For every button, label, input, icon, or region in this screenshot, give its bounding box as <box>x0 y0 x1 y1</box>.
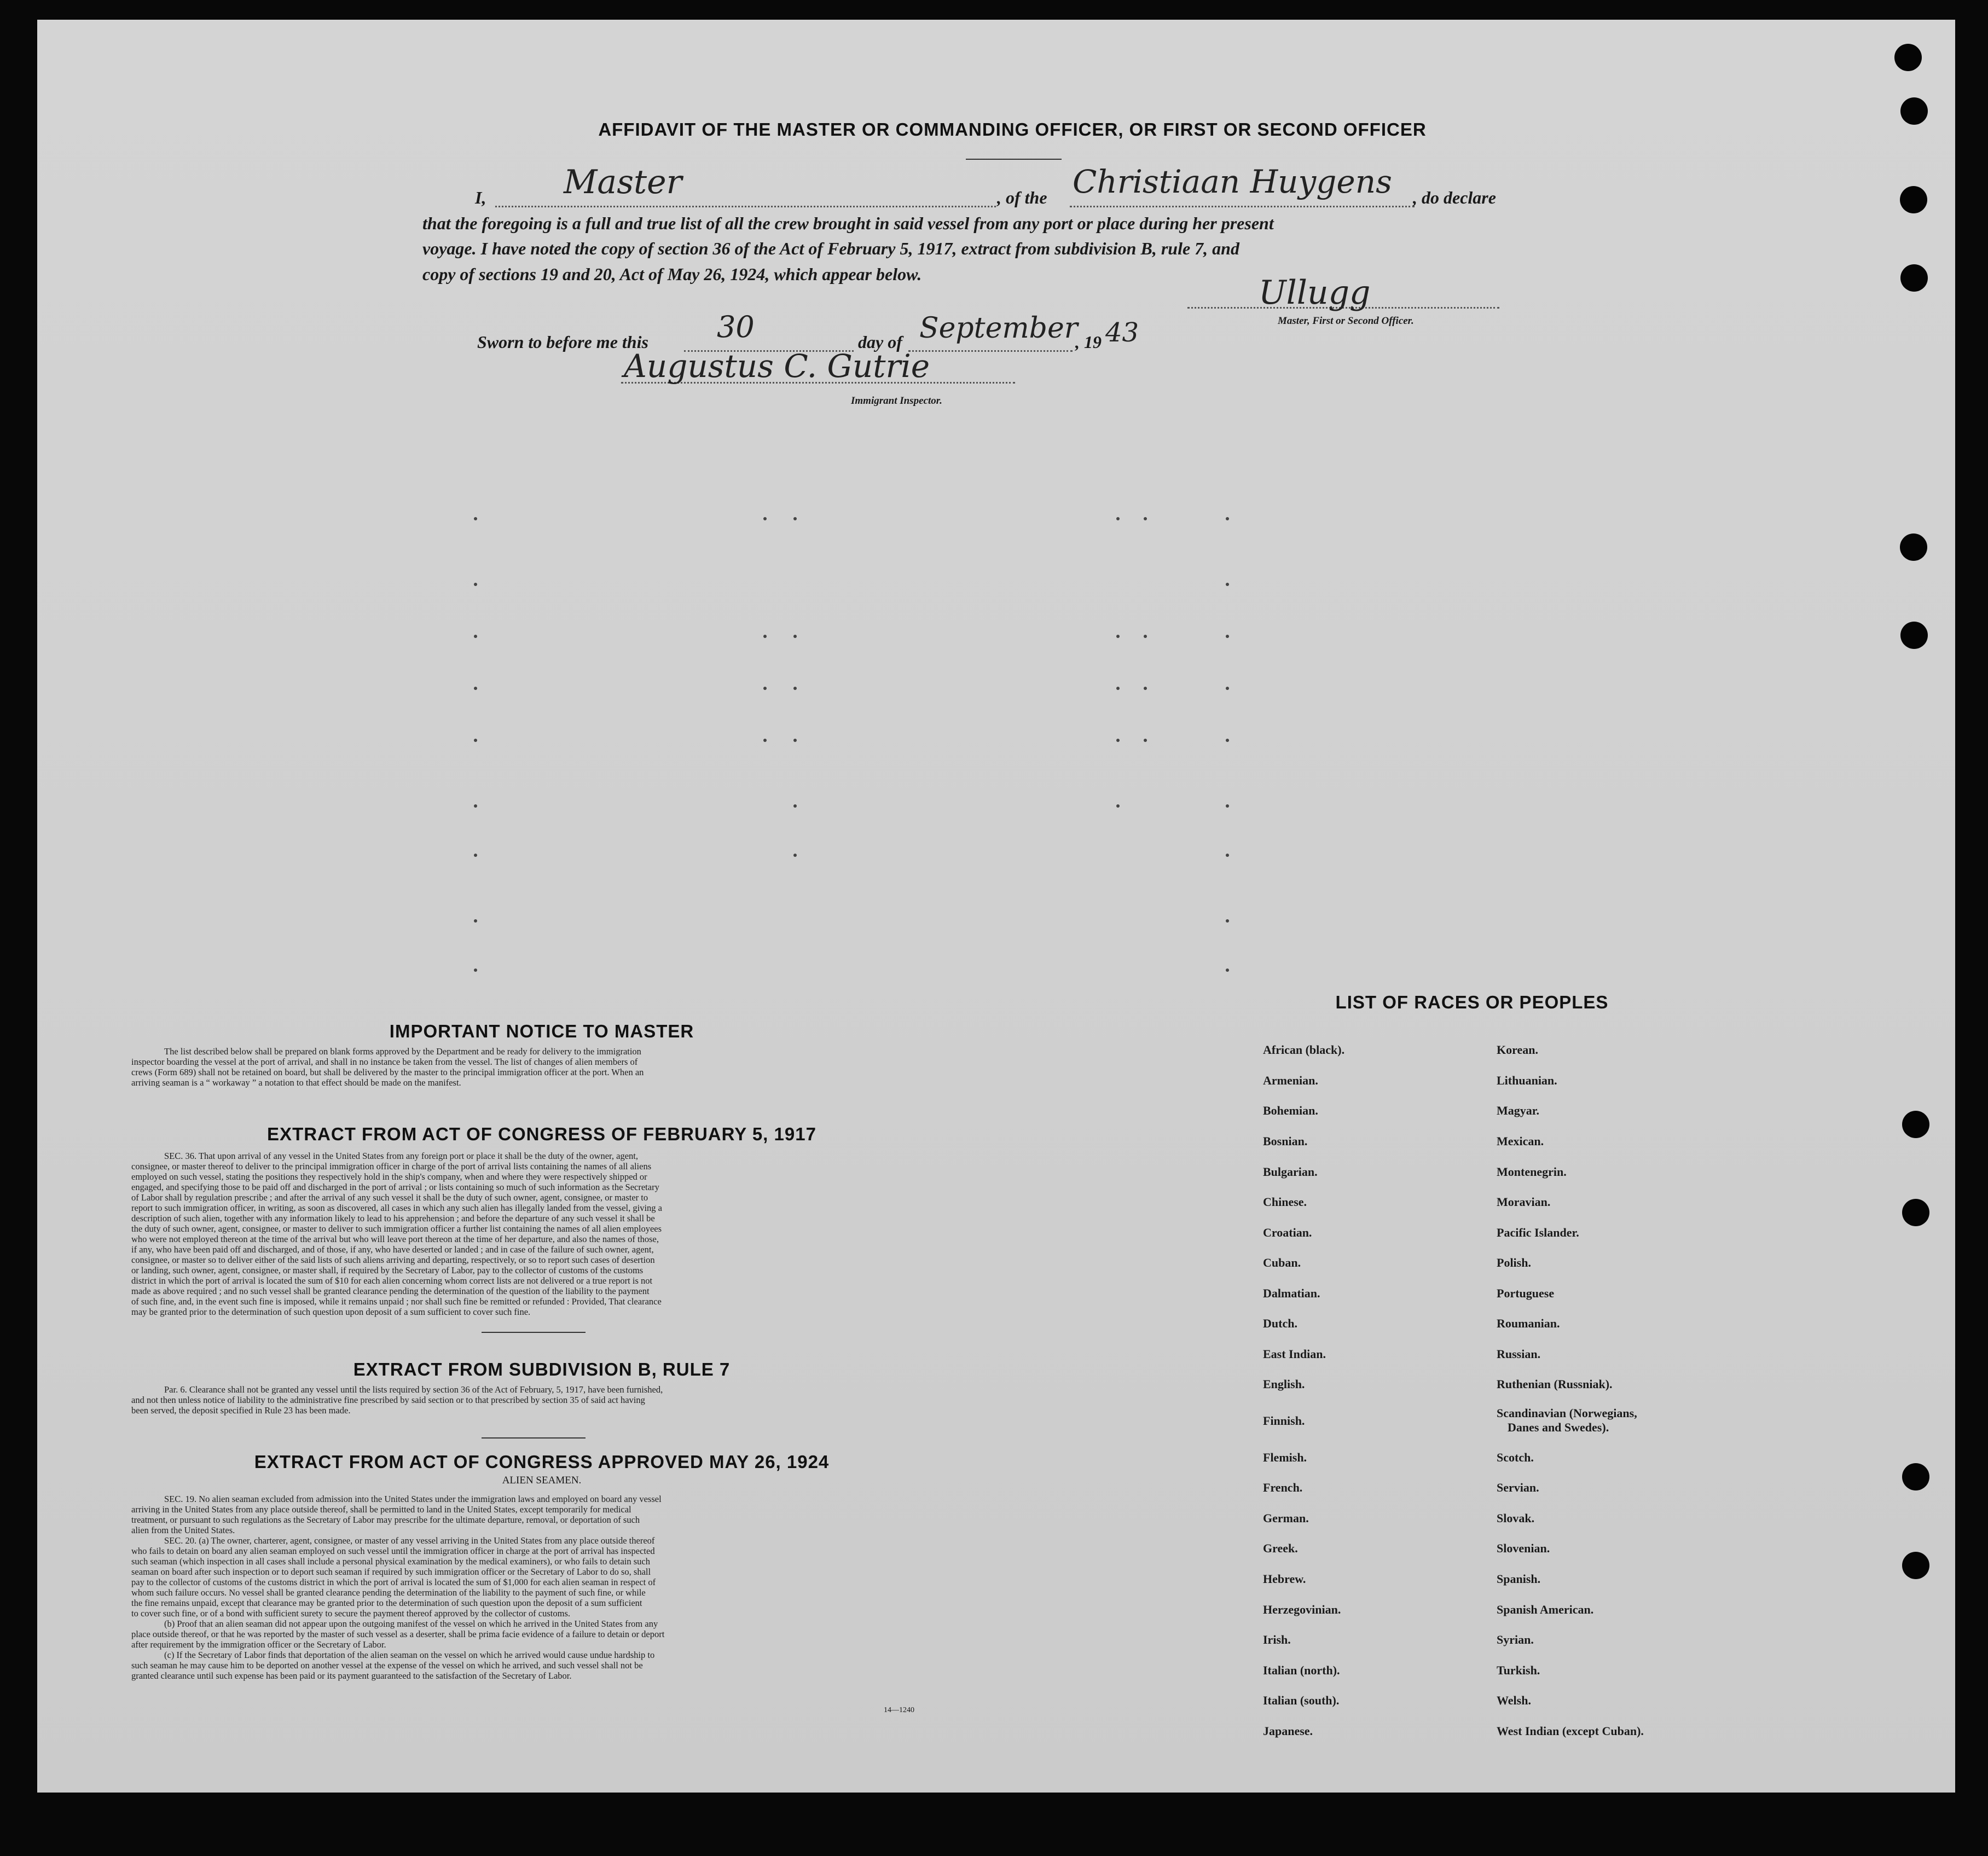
extract-1917-text <box>131 1151 952 1317</box>
dot <box>763 517 767 520</box>
affidavit-declare-label: , do declare <box>1413 188 1496 207</box>
sworn-year-field: 43 <box>1105 317 1139 348</box>
race-item: English. <box>1263 1377 1305 1391</box>
dot <box>1226 739 1229 742</box>
text-line: district in which the port of arrival is located the sum of $10 for each alien concerning whom correct lists are not delivered or a true report is not <box>131 1275 653 1286</box>
text-line: of such fine, and, in the event such fine is imposed, while it remains unpaid ; nor shall such fine be remitted or refunded : Provided, That clearance <box>131 1296 662 1307</box>
dot <box>1144 687 1147 690</box>
punch-hole <box>1900 622 1928 649</box>
race-item: Armenian. <box>1263 1074 1318 1087</box>
text-line: inspector boarding the vessel at the port of arrival, and shall in no instance be taken from the vessel. The list of changes of alien members of <box>131 1057 638 1067</box>
divider <box>482 1437 586 1439</box>
text-line: SEC. 19. No alien seaman excluded from admission into the United States under the immigration laws and employed on board any vessel <box>164 1494 662 1504</box>
year-prefix-label: , 19 <box>1075 332 1102 352</box>
text-line: may be granted prior to the determination of such question upon deposit of a sum sufficient to cover such fine. <box>131 1307 531 1317</box>
dot <box>474 968 477 972</box>
text-line: the duty of such owner, agent, consignee, or master to deliver to such immigration officer a further list containing the names of all alien employees <box>131 1223 662 1234</box>
text-line: report to such immigration officer, in writing, as soon as discovered, all cases in which any such alien has illegally landed from the vessel, giving a <box>131 1203 662 1213</box>
dot <box>474 854 477 857</box>
race-item: Croatian. <box>1263 1226 1312 1239</box>
punch-hole <box>1900 186 1927 213</box>
text-line: such seaman (which inspection in all cases shall include a personal physical examination by the medical examiners), or who fails to detain such <box>131 1556 651 1567</box>
text-line: made as above required ; and no such vessel shall be granted clearance pending the determination of the question of the liability to the payment <box>131 1286 650 1296</box>
race-item: Ruthenian (Russniak). <box>1497 1377 1613 1391</box>
race-item: Lithuanian. <box>1497 1074 1557 1087</box>
dot <box>1226 517 1229 520</box>
dot <box>1144 739 1147 742</box>
divider <box>482 1332 586 1333</box>
rule-7-text <box>131 1384 952 1416</box>
extract-1924-subtitle: ALIEN SEAMEN. <box>502 1475 582 1486</box>
text-line: who were not employed thereon at the time of the arrival but who will leave port thereon at the time of her departure, and also the names of those, <box>131 1234 659 1244</box>
extract-1924-text <box>131 1494 952 1681</box>
race-item: German. <box>1263 1511 1309 1525</box>
dot <box>1116 517 1120 520</box>
race-item: Polish. <box>1497 1256 1531 1269</box>
sworn-label: Sworn to before me this <box>477 332 648 352</box>
race-item: Hebrew. <box>1263 1572 1306 1586</box>
race-item: Servian. <box>1497 1481 1539 1494</box>
rule-7-title: EXTRACT FROM SUBDIVISION B, RULE 7 <box>353 1359 731 1379</box>
inspector-caption: Immigrant Inspector. <box>851 395 942 407</box>
race-item: Italian (north). <box>1263 1663 1340 1677</box>
race-item: Montenegrin. <box>1497 1165 1567 1179</box>
race-item: Dutch. <box>1263 1316 1297 1330</box>
divider <box>966 159 1062 160</box>
master-name-field: Master <box>564 163 682 201</box>
affidavit-i-label: I, <box>475 188 486 207</box>
race-item: Italian (south). <box>1263 1693 1340 1707</box>
race-item: Spanish. <box>1497 1572 1541 1586</box>
dot <box>1226 635 1229 638</box>
notice-text <box>131 1046 952 1088</box>
text-line: or landing, such owner, agent, consignee, or master shall, if required by the Secretary of Labor, pay to the collector of customs of the customs <box>131 1265 644 1275</box>
dot <box>1226 854 1229 857</box>
dot <box>1116 687 1120 690</box>
race-item: Bulgarian. <box>1263 1165 1318 1179</box>
race-item: Slovenian. <box>1497 1541 1550 1555</box>
races-title: LIST OF RACES OR PEOPLES <box>1335 992 1609 1012</box>
dot <box>474 687 477 690</box>
affidavit-line-3: voyage. I have noted the copy of section 36 of the Act of February 5, 1917, extract from subdivision B, rule 7, and <box>422 239 1239 258</box>
dot <box>1226 968 1229 972</box>
race-item: Chinese. <box>1263 1195 1307 1209</box>
text-line: alien from the United States. <box>131 1525 235 1535</box>
dot <box>1116 739 1120 742</box>
text-line: seaman on board after such inspection or to deport such seaman if required by such immigration officer or the Secretary of Labor to do so, shall <box>131 1567 651 1577</box>
text-line: the fine remains unpaid, except that clearance may be granted prior to the determination of such question upon the deposit of a sum sufficient <box>131 1598 642 1608</box>
text-line: arriving seaman is a “ workaway ” a notation to that effect should be made on the manifest. <box>131 1077 461 1088</box>
dot <box>763 635 767 638</box>
text-line: who fails to detain on board any alien seaman employed on such vessel until the immigration officer in charge at the port of arrival has inspected <box>131 1546 655 1556</box>
name-blank <box>495 206 996 207</box>
extract-1924-title: EXTRACT FROM ACT OF CONGRESS APPROVED MAY 26, 1924 <box>254 1452 830 1472</box>
race-item: Pacific Islander. <box>1497 1226 1579 1239</box>
dot <box>793 517 797 520</box>
dot <box>1226 687 1229 690</box>
race-item: Bohemian. <box>1263 1104 1318 1117</box>
punch-hole <box>1900 264 1928 292</box>
dot <box>474 804 477 808</box>
sworn-day-field: 30 <box>717 310 755 344</box>
race-item: African (black). <box>1263 1043 1345 1057</box>
text-line: employed on such vessel, stating the positions they respectively hold in the ship's company, when and where they were respectively shipped or <box>131 1171 647 1182</box>
text-line: SEC. 36. That upon arrival of any vessel in the United States from any foreign port or place it shall be the duty of the owner, agent, <box>164 1151 638 1161</box>
text-line: of Labor shall by regulation prescribe ; and after the arrival of any such vessel it shall be the duty of such owner, agent, consignee, or master to <box>131 1192 648 1203</box>
race-item: Turkish. <box>1497 1663 1540 1677</box>
text-line: to cover such fine, or of a bond with sufficient surety to secure the payment thereof approved by the collector of customs. <box>131 1608 570 1619</box>
dot <box>1116 804 1120 808</box>
race-item: Welsh. <box>1497 1693 1531 1707</box>
punch-hole <box>1900 97 1928 125</box>
text-line: (b) Proof that an alien seaman did not appear upon the outgoing manifest of the vessel on which he arrived in the United States from any <box>164 1619 658 1629</box>
race-item: Finnish. <box>1263 1414 1305 1428</box>
affidavit-of-the-label: , of the <box>997 188 1047 207</box>
race-item: Irish. <box>1263 1633 1291 1646</box>
vessel-blank <box>1070 206 1415 207</box>
text-line: such seaman he may cause him to be deported on another vessel at the expense of the vessel on which he arrived, and such vessel shall not be <box>131 1660 643 1671</box>
text-line: pay to the collector of customs of the customs district in which the port of arrival is located the sum of $1,000 for each alien seaman in respect of <box>131 1577 656 1587</box>
vessel-name-field: Christiaan Huygens <box>1073 163 1392 200</box>
race-item: Scotch. <box>1497 1451 1534 1464</box>
text-line: been served, the deposit specified in Rule 23 has been made. <box>131 1405 351 1416</box>
day-of-label: day of <box>858 332 902 352</box>
affidavit-title: AFFIDAVIT OF THE MASTER OR COMMANDING OFFICER, OR FIRST OR SECOND OFFICER <box>598 119 1427 140</box>
punch-hole <box>1902 1552 1929 1579</box>
affidavit-line-4: copy of sections 19 and 20, Act of May 26, 1924, which appear below. <box>422 264 922 284</box>
text-line: whom such failure occurs. No vessel shall be granted clearance pending the determination of the liability to the payment of such fine, or while <box>131 1587 646 1598</box>
text-line: after requirement by the immigration officer or the Secretary of Labor. <box>131 1639 386 1650</box>
text-line: place outside thereof, or that he was reported by the master of such vessel as a deserter, shall be prima facie evidence of a failure to detain or deport <box>131 1629 665 1639</box>
officer-caption: Master, First or Second Officer. <box>1278 315 1414 327</box>
month-blank <box>908 350 1073 352</box>
dot <box>1144 635 1147 638</box>
dot <box>1226 583 1229 586</box>
dot <box>793 687 797 690</box>
dot <box>474 517 477 520</box>
dot <box>793 804 797 808</box>
text-line: (c) If the Secretary of Labor finds that deportation of the alien seaman on the vessel on which he arrived would cause undue hardship to <box>164 1650 655 1660</box>
race-item: Dalmatian. <box>1263 1286 1320 1300</box>
dot <box>1144 517 1147 520</box>
text-line: crews (Form 689) shall not be retained on board, but shall be delivered by the master to the principal immigration officer at the port. When an <box>131 1067 644 1077</box>
form-number: 14—1240 <box>884 1706 914 1714</box>
text-line: engaged, and specifying those to be paid off and discharged in the port of arrival ; or lists containing so much of such information as the Secretary <box>131 1182 659 1192</box>
dot <box>1226 919 1229 923</box>
race-item: Flemish. <box>1263 1451 1307 1464</box>
dot <box>1116 635 1120 638</box>
race-item: French. <box>1263 1481 1303 1494</box>
dot <box>793 854 797 857</box>
affidavit-line-2: that the foregoing is a full and true list of all the crew brought in said vessel from any port or place during her present <box>422 213 1274 233</box>
race-item: Danes and Swedes). <box>1508 1420 1609 1434</box>
text-line: Par. 6. Clearance shall not be granted any vessel until the lists required by section 36 of the Act of February, 5, 1917, have been furnished, <box>164 1384 663 1395</box>
race-item: Slovak. <box>1497 1511 1535 1525</box>
punch-hole <box>1902 1463 1929 1490</box>
race-item: East Indian. <box>1263 1347 1326 1361</box>
text-line: granted clearance until such expense has been paid or its payment guaranteed to the satisfaction of the Secretary of Labor. <box>131 1671 572 1681</box>
punch-hole <box>1902 1111 1929 1138</box>
race-item: Spanish American. <box>1497 1603 1594 1616</box>
dot <box>1226 804 1229 808</box>
race-item: Herzegovinian. <box>1263 1603 1341 1616</box>
race-item: Cuban. <box>1263 1256 1301 1269</box>
race-item: Russian. <box>1497 1347 1541 1361</box>
officer-signature: Ullugg <box>1259 274 1371 312</box>
race-item: Magyar. <box>1497 1104 1540 1117</box>
dot <box>763 739 767 742</box>
dot <box>474 583 477 586</box>
text-line: consignee, or master so to deliver either of the said lists of such aliens arriving and departing, respectively, or so to report such cases of desertion <box>131 1255 655 1265</box>
race-item: Moravian. <box>1497 1195 1551 1209</box>
race-item: Japanese. <box>1263 1724 1313 1738</box>
text-line: consignee, or master thereof to deliver to the principal immigration officer in charge of the port of arrival lists containing the names of all aliens <box>131 1161 652 1171</box>
text-line: arriving in the United States from any place outside thereof, shall be permitted to land in the United States, except temporarily for medical <box>131 1504 631 1515</box>
text-line: description of such alien, together with any information likely to lead to his apprehension ; and before the departure of any such vessel it shall be <box>131 1213 655 1223</box>
text-line: treatment, or pursuant to such regulations as the Secretary of Labor may prescribe for the ultimate departure, removal, or deportation of such <box>131 1515 640 1525</box>
punch-hole <box>1902 1199 1929 1226</box>
race-item: Roumanian. <box>1497 1316 1560 1330</box>
punch-hole <box>1900 533 1927 561</box>
extract-1917-title: EXTRACT FROM ACT OF CONGRESS OF FEBRUARY 5, 1917 <box>267 1124 816 1144</box>
race-item: Scandinavian (Norwegians, <box>1497 1406 1637 1420</box>
dot <box>793 739 797 742</box>
race-item: Bosnian. <box>1263 1134 1308 1148</box>
dot <box>763 687 767 690</box>
text-line: if any, who have been paid off and discharged, and of those, if any, who have deserted or landed ; and in case of the failure of such owner, agent, <box>131 1244 654 1255</box>
dot <box>474 739 477 742</box>
race-item: Mexican. <box>1497 1134 1544 1148</box>
text-line: SEC. 20. (a) The owner, charterer, agent, consignee, or master of any vessel arriving in the United States from any place outside thereof <box>164 1535 655 1546</box>
race-item: Korean. <box>1497 1043 1538 1057</box>
race-item: Syrian. <box>1497 1633 1534 1646</box>
text-line: The list described below shall be prepared on blank forms approved by the Department and be ready for delivery to the immigration <box>164 1046 641 1057</box>
dot <box>793 635 797 638</box>
dot <box>474 635 477 638</box>
sworn-month-field: September <box>919 312 1078 345</box>
race-item: Portuguese <box>1497 1286 1555 1300</box>
punch-hole <box>1894 44 1922 71</box>
race-item: Greek. <box>1263 1541 1298 1555</box>
text-line: and not then unless notice of liability to the administrative fine prescribed by said section or to that prescribed by section 35 of said act having <box>131 1395 645 1405</box>
notice-title: IMPORTANT NOTICE TO MASTER <box>389 1021 694 1041</box>
race-item: West Indian (except Cuban). <box>1497 1724 1644 1738</box>
dot <box>474 919 477 923</box>
inspector-signature: Augustus C. Gutrie <box>624 347 930 385</box>
